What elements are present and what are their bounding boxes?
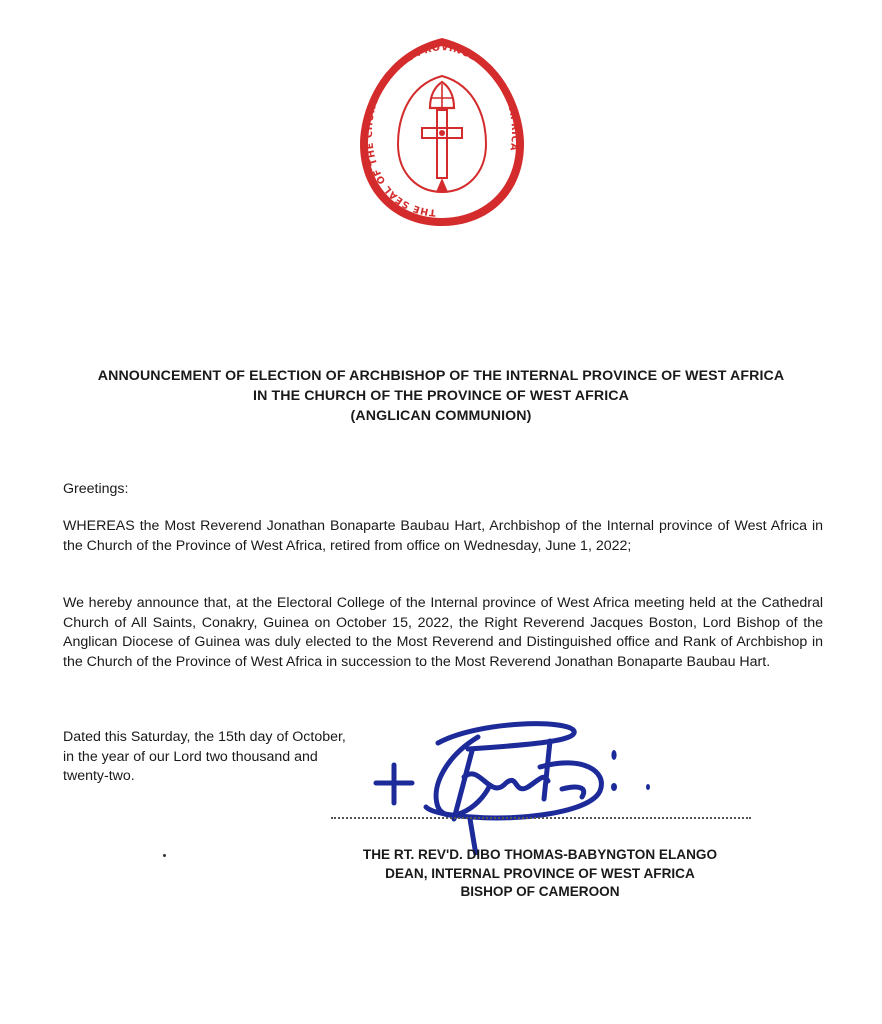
heading-line-3: (ANGLICAN COMMUNION) [350, 408, 532, 424]
announcement-heading [40, 366, 842, 426]
stray-mark [163, 854, 166, 857]
church-seal-icon [356, 34, 528, 230]
dated-statement [63, 728, 383, 787]
signatory-name: THE RT. REV'D. DIBO THOMAS-BABYNGTON ELANGO [362, 847, 718, 862]
heading-line-1: ANNOUNCEMENT OF ELECTION OF ARCHBISHOP OF THE INTERNAL PROVINCE OF WEST AFRICA [97, 368, 785, 384]
dated-line-1: Dated this Saturday, the 15th day of October, [63, 729, 346, 745]
signatory-office: DEAN, INTERNAL PROVINCE OF WEST AFRICA [385, 865, 695, 881]
dated-line-3: twenty-two. [63, 768, 135, 785]
greeting-text: Greetings: [63, 481, 129, 497]
dated-line-2: in the year of our Lord two thousand and [63, 748, 318, 765]
heading-line-2: IN THE CHURCH OF THE PROVINCE OF WEST AFRICA [253, 388, 629, 404]
signatory-block [300, 846, 780, 902]
seal-legend-text: THE SEAL OF THE CHURCH OF THE PROVINCE OF WEST AFRICA [363, 41, 521, 218]
announcement-paragraph: We hereby announce that, at the Electoral College of the Internal province of West Africa meeting held at the Cathedral Church of All Saints, Conakry, Guinea on October 15, 2022, the Right Reverend Jacques Boston, Lord Bishop of the Anglican Diocese of Guinea was duly elected to the Most Reverend and Distinguished office and Rank of Archbishop in the Church of the Province of West Africa in succession to the Most Reverend Jonathan Bonaparte Baubau Hart. [63, 595, 823, 670]
handwritten-signature [368, 715, 668, 855]
signatory-see: BISHOP OF CAMEROON [460, 884, 620, 899]
signature-line [331, 817, 751, 819]
whereas-paragraph: WHEREAS the Most Reverend Jonathan Bonaparte Baubau Hart, Archbishop of the Internal province of West Africa in the Church of the Province of West Africa, retired from office on Wednesday, June 1, 2022; [63, 518, 823, 554]
